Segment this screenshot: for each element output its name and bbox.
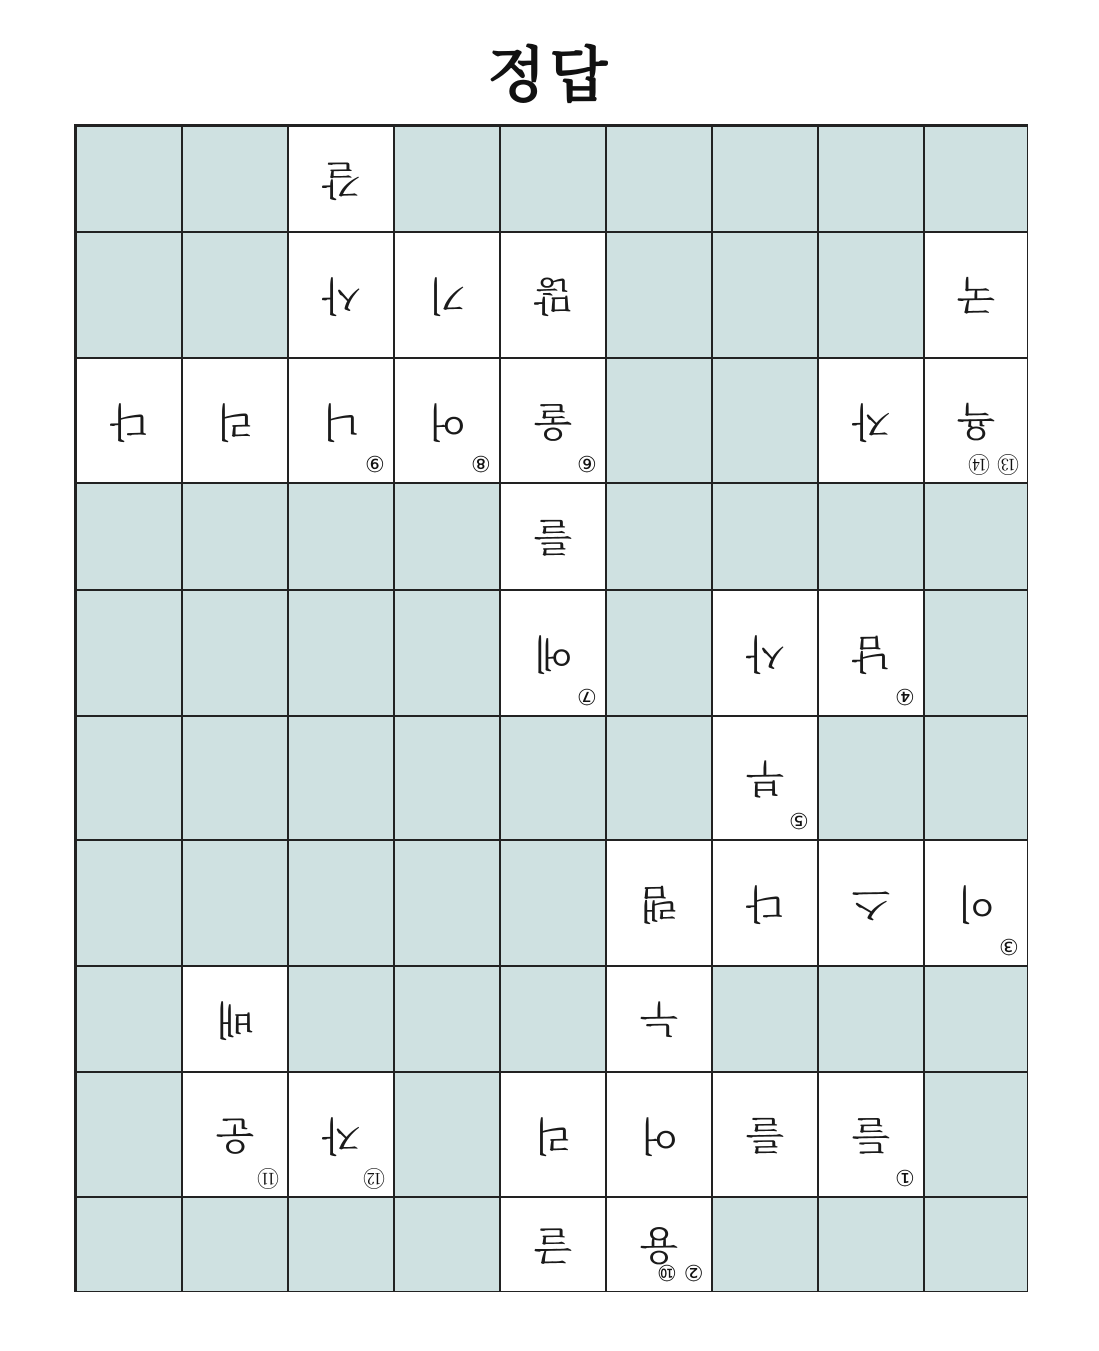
answer-cell — [712, 840, 818, 966]
answer-cell — [500, 1197, 606, 1292]
answer-cell — [818, 358, 924, 483]
clue-number: ③ — [999, 933, 1019, 958]
blank-cell — [500, 840, 606, 966]
cell-letter: 남 — [851, 630, 891, 676]
cell-letter: 부 — [745, 755, 785, 801]
answer-cell — [500, 590, 606, 716]
cell-letter: 리 — [533, 1111, 573, 1158]
blank-cell — [924, 126, 1028, 232]
blank-cell — [288, 1197, 394, 1292]
blank-cell — [76, 232, 182, 358]
clue-number: ⑧ — [471, 450, 491, 475]
blank-cell — [818, 966, 924, 1072]
answer-cell — [818, 590, 924, 716]
blank-cell — [606, 590, 712, 716]
cell-letter: 니 — [321, 397, 361, 444]
blank-cell — [394, 126, 500, 232]
blank-cell — [288, 840, 394, 966]
crossword-grid — [74, 124, 1028, 1292]
cell-letter: 자 — [321, 1111, 361, 1158]
clue-number: ⑬ ⑭ — [968, 450, 1019, 475]
cell-letter: 융 — [639, 1221, 679, 1268]
blank-cell — [712, 483, 818, 590]
answer-cell — [500, 1072, 606, 1197]
blank-cell — [288, 716, 394, 840]
answer-cell — [182, 1072, 288, 1197]
blank-cell — [394, 966, 500, 1072]
blank-cell — [394, 590, 500, 716]
cell-letter: 어 — [427, 397, 467, 444]
clue-number: ② ⑩ — [656, 1259, 703, 1284]
answer-cell — [500, 358, 606, 483]
blank-cell — [288, 590, 394, 716]
blank-cell — [500, 126, 606, 232]
blank-cell — [394, 483, 500, 590]
blank-cell — [182, 232, 288, 358]
cell-letter: 이 — [956, 880, 996, 926]
answer-cell — [712, 1072, 818, 1197]
blank-cell — [76, 716, 182, 840]
blank-cell — [394, 716, 500, 840]
blank-cell — [924, 716, 1028, 840]
blank-cell — [76, 840, 182, 966]
blank-cell — [76, 1197, 182, 1292]
blank-cell — [818, 1197, 924, 1292]
blank-cell — [924, 590, 1028, 716]
clue-number: ⑥ — [577, 450, 597, 475]
blank-cell — [182, 1197, 288, 1292]
blank-cell — [924, 483, 1028, 590]
blank-cell — [182, 840, 288, 966]
blank-cell — [606, 358, 712, 483]
cell-letter: 다 — [745, 880, 785, 926]
cell-letter: 들 — [851, 1111, 891, 1158]
blank-cell — [712, 232, 818, 358]
answer-cell — [76, 358, 182, 483]
answer-cell — [712, 590, 818, 716]
blank-cell — [606, 232, 712, 358]
blank-cell — [818, 483, 924, 590]
answer-cell — [500, 483, 606, 590]
blank-cell — [288, 966, 394, 1072]
cell-letter: 를 — [533, 513, 573, 560]
cell-letter: 스 — [851, 880, 891, 926]
answer-cell — [606, 966, 712, 1072]
blank-cell — [182, 126, 288, 232]
answer-cell — [288, 358, 394, 483]
cell-letter: 누 — [639, 996, 679, 1042]
answer-cell — [182, 966, 288, 1072]
blank-cell — [76, 126, 182, 232]
answer-cell — [288, 232, 394, 358]
answer-cell — [606, 1197, 712, 1292]
blank-cell — [394, 840, 500, 966]
cell-letter: 다 — [109, 397, 149, 444]
blank-cell — [500, 716, 606, 840]
blank-cell — [924, 1072, 1028, 1197]
blank-cell — [606, 126, 712, 232]
blank-cell — [712, 1197, 818, 1292]
cell-letter: 많 — [533, 272, 573, 318]
cell-letter: 리 — [215, 397, 255, 444]
blank-cell — [818, 716, 924, 840]
answer-cell — [288, 1072, 394, 1197]
blank-cell — [924, 966, 1028, 1072]
blank-cell — [76, 966, 182, 1072]
answer-cell — [606, 1072, 712, 1197]
cell-letter: 욕 — [956, 397, 996, 444]
blank-cell — [76, 483, 182, 590]
answer-cell — [182, 358, 288, 483]
answer-cell — [924, 232, 1028, 358]
answer-cell — [924, 358, 1028, 483]
answer-cell — [712, 716, 818, 840]
blank-cell — [182, 483, 288, 590]
cell-letter: 갈 — [321, 156, 361, 202]
blank-cell — [818, 126, 924, 232]
blank-cell — [288, 483, 394, 590]
answer-cell — [394, 358, 500, 483]
page-title: 정답 — [487, 41, 612, 111]
cell-letter: 사 — [745, 630, 785, 676]
cell-letter: 어 — [639, 1111, 679, 1158]
clue-number: ⑫ — [362, 1164, 385, 1189]
blank-cell — [500, 966, 606, 1072]
blank-cell — [712, 966, 818, 1072]
answer-cell — [818, 1072, 924, 1197]
cell-letter: 사 — [321, 272, 361, 318]
blank-cell — [712, 358, 818, 483]
blank-cell — [818, 232, 924, 358]
cell-letter: 배 — [215, 996, 255, 1042]
blank-cell — [182, 590, 288, 716]
clue-number: ⑨ — [365, 450, 385, 475]
cell-letter: 램 — [639, 880, 679, 926]
blank-cell — [394, 1072, 500, 1197]
answer-cell — [606, 840, 712, 966]
blank-cell — [606, 483, 712, 590]
cell-letter: 울 — [533, 397, 573, 444]
clue-number: ⑤ — [789, 807, 809, 832]
blank-cell — [924, 1197, 1028, 1292]
answer-cell — [500, 232, 606, 358]
cell-letter: 자 — [851, 397, 891, 444]
answer-cell — [394, 232, 500, 358]
blank-cell — [76, 1072, 182, 1197]
clue-number: ④ — [895, 683, 915, 708]
blank-cell — [182, 716, 288, 840]
cell-letter: 국 — [956, 272, 996, 318]
blank-cell — [606, 716, 712, 840]
cell-letter: 운 — [215, 1111, 255, 1158]
cell-letter: 글 — [533, 1221, 573, 1268]
blank-cell — [394, 1197, 500, 1292]
cell-letter: 를 — [745, 1111, 785, 1158]
blank-cell — [76, 590, 182, 716]
answer-cell — [818, 840, 924, 966]
clue-number: ① — [895, 1164, 915, 1189]
answer-cell — [288, 126, 394, 232]
cell-letter: 에 — [533, 630, 573, 676]
answer-cell — [924, 840, 1028, 966]
clue-number: ⑪ — [256, 1164, 279, 1189]
blank-cell — [712, 126, 818, 232]
clue-number: ⑦ — [577, 683, 597, 708]
cell-letter: 기 — [427, 272, 467, 318]
